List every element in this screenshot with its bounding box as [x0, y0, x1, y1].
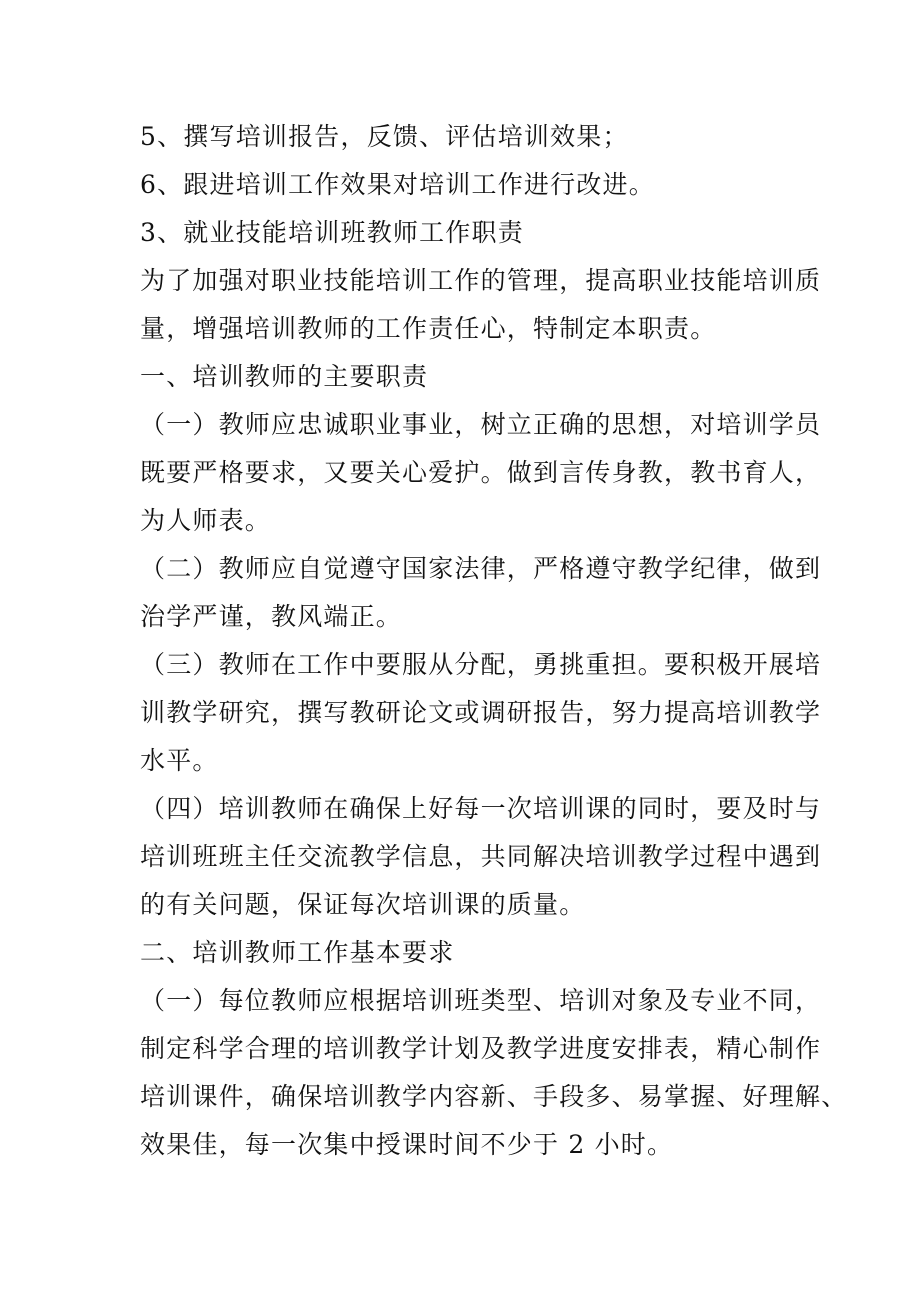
section-heading-teacher-duties: 3、就业技能培训班教师工作职责 — [140, 218, 524, 247]
paragraph-line: 培训课件，确保培训教学内容新、手段多、易掌握、好理解、 — [140, 1082, 848, 1111]
paragraph-line: 效果佳，每一次集中授课时间不少于 2 小时。 — [140, 1130, 674, 1159]
intro-paragraph-line: 量，增强培训教师的工作责任心，特制定本职责。 — [140, 314, 717, 343]
document-body — [140, 113, 848, 1169]
intro-paragraph-line: 为了加强对职业技能培训工作的管理，提高职业技能培训质 — [140, 266, 822, 295]
paragraph-line: （一）教师应忠诚职业事业，树立正确的思想，对培训学员 — [140, 410, 822, 439]
heading-basic-requirements: 二、培训教师工作基本要求 — [140, 938, 455, 967]
list-item-6-follow-up: 6、跟进培训工作效果对培训工作进行改进。 — [140, 170, 655, 199]
paragraph-line: 既要严格要求，又要关心爱护。做到言传身教，教书育人， — [140, 458, 822, 487]
paragraph-line: 制定科学合理的培训教学计划及教学进度安排表，精心制作 — [140, 1034, 822, 1063]
paragraph-line: 治学严谨，教风端正。 — [140, 602, 403, 631]
list-item-5-write-report: 5、撰写培训报告，反馈、评估培训效果； — [140, 122, 629, 151]
paragraph-line: （三）教师在工作中要服从分配，勇挑重担。要积极开展培 — [140, 650, 822, 679]
paragraph-line: 的有关问题，保证每次培训课的质量。 — [140, 890, 586, 919]
paragraph-line: （一）每位教师应根据培训班类型、培训对象及专业不同， — [140, 986, 822, 1015]
paragraph-line: 培训班班主任交流教学信息，共同解决培训教学过程中遇到 — [140, 842, 822, 871]
heading-main-duties: 一、培训教师的主要职责 — [140, 362, 429, 391]
paragraph-line: （二）教师应自觉遵守国家法律，严格遵守教学纪律，做到 — [140, 554, 822, 583]
paragraph-line: （四）培训教师在确保上好每一次培训课的同时，要及时与 — [140, 794, 822, 823]
paragraph-line: 为人师表。 — [140, 506, 272, 535]
paragraph-line: 水平。 — [140, 746, 219, 775]
paragraph-line: 训教学研究，撰写教研论文或调研报告，努力提高培训教学 — [140, 698, 822, 727]
